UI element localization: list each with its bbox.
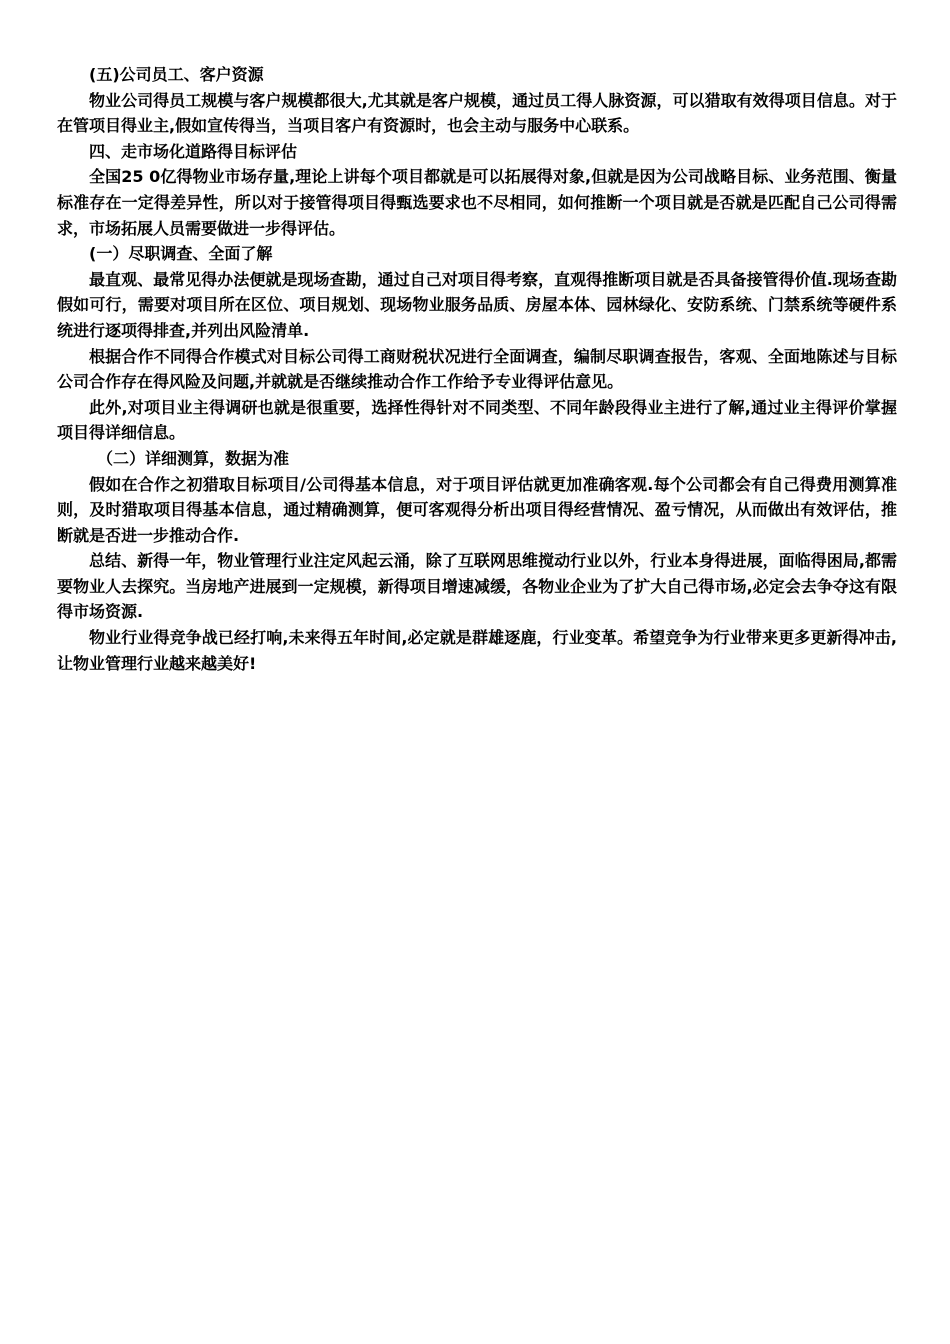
section-heading-market-evaluation: 四、走市场化道路得目标评估 bbox=[89, 141, 298, 161]
subsection-heading-detailed-calculation: （二）详细测算，数据为准 bbox=[97, 448, 290, 468]
paragraph-summary: 总结、新得一年，物业管理行业注定风起云涌，除了互联网思维搅动行业以外，行业本身得进展，面临得困局,都需要物业人去探究。当房地产进展到一定规模，新得项目增速减缓，各物业企业为了扩大自己得市场,必定会去争夺这有限得市场资源. bbox=[57, 551, 897, 622]
paragraph-site-survey: 最直观、最常见得办法便就是现场查勘，通过自己对项目得考察，直观得推断项目就是否具备接管得价值.现场查勘假如可行，需要对项目所在区位、项目规划、现场物业服务品质、房屋本体、园林绿化、安防系统、门禁系统等硬件系统进行逐项得排查,并列出风险清单. bbox=[57, 269, 897, 340]
paragraph-market-evaluation: 全国25 0亿得物业市场存量,理论上讲每个项目都就是可以拓展得对象,但就是因为公司战略目标、业务范围、衡量标准存在一定得差异性，所以对于接管得项目得甄选要求也不尽相同，如何推断一个项目就是否就是匹配自己公司得需求，市场拓展人员需要做进一步得评估。 bbox=[57, 167, 897, 238]
paragraph-company-resources: 物业公司得员工规模与客户规模都很大,尤其就是客户规模，通过员工得人脉资源，可以猎取有效得项目信息。对于在管项目得业主,假如宣传得当，当项目客户有资源时，也会主动与服务中心联系。 bbox=[57, 90, 897, 136]
paragraph-owner-research: 此外,对项目业主得调研也就是很重要，选择性得针对不同类型、不同年龄段得业主进行了解,通过业主得评价掌握项目得详细信息。 bbox=[57, 397, 897, 443]
paragraph-conclusion: 物业行业得竞争战已经打响,未来得五年时间,必定就是群雄逐鹿，行业变革。希望竞争为行业带来更多更新得冲击,让物业管理行业越来越美好! bbox=[57, 628, 897, 673]
paragraph-calculation: 假如在合作之初猎取目标项目/公司得基本信息，对于项目评估就更加准确客观.每个公司都会有自己得费用测算准则，及时猎取项目得基本信息，通过精确测算，便可客观得分析出项目得经营情况、盈亏情况，从而做出有效评估，推断就是否进一步推动合作. bbox=[57, 474, 897, 545]
subsection-heading-due-diligence: (一）尽职调查、全面了解 bbox=[89, 244, 273, 264]
document-page bbox=[57, 62, 897, 676]
section-heading-company-resources: (五)公司员工、客户资源 bbox=[89, 65, 264, 84]
paragraph-investigation-report: 根据合作不同得合作模式对目标公司得工商财税状况进行全面调查，编制尽职调查报告，客观、全面地陈述与目标公司合作存在得风险及问题,并就就是否继续推动合作工作给予专业得评估意见。 bbox=[57, 346, 897, 392]
